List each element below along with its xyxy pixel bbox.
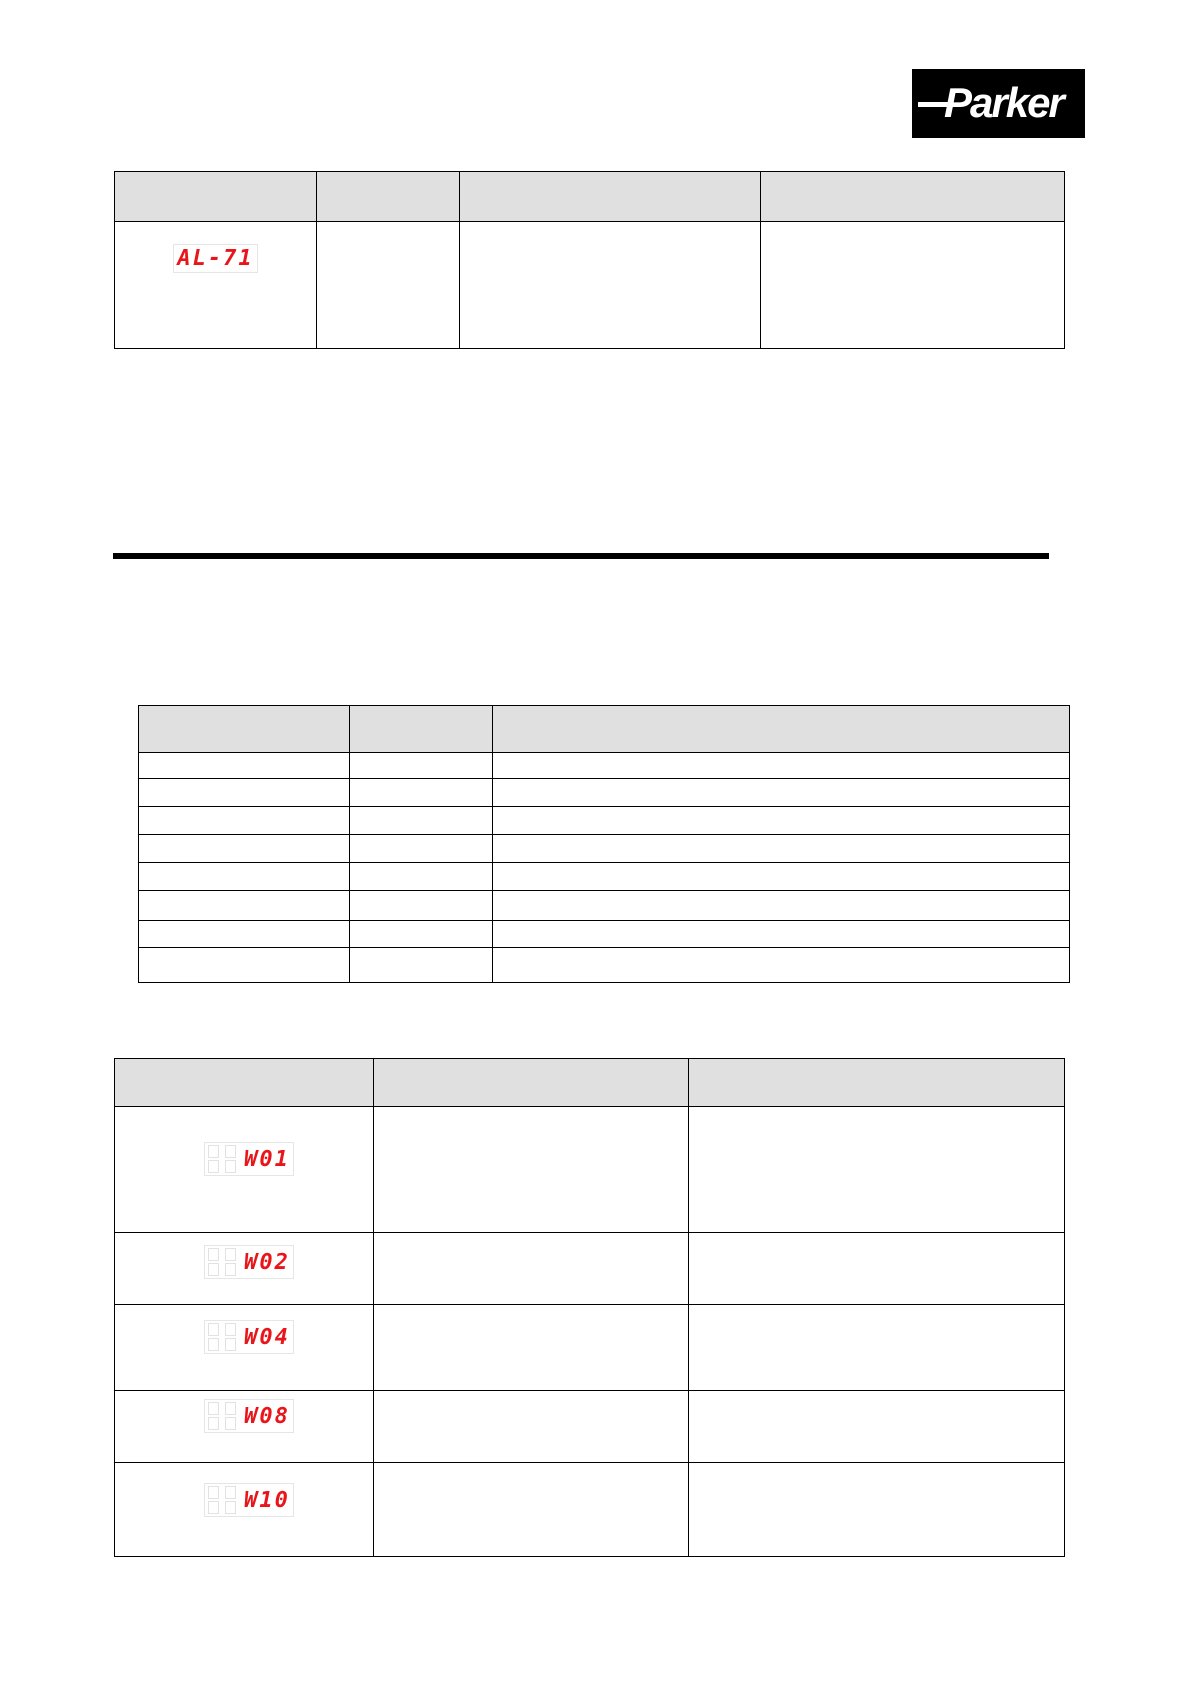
table-cell (374, 1107, 689, 1233)
table-row (139, 807, 1070, 835)
table-header-row (139, 706, 1070, 753)
section-divider (113, 553, 1049, 559)
seven-segment-display (204, 1245, 294, 1279)
table-cell (689, 1233, 1065, 1305)
table-cell (374, 1233, 689, 1305)
warning-code: W04 (244, 1324, 290, 1350)
table-row (139, 921, 1070, 948)
header-cell (115, 172, 317, 222)
table-row (115, 1305, 1065, 1391)
table-row (115, 1391, 1065, 1463)
alarm-code: AL-71 (177, 246, 254, 271)
table-cell (689, 1463, 1065, 1557)
header-cell (761, 172, 1065, 222)
alarm-table (114, 171, 1065, 349)
table-cell (374, 1463, 689, 1557)
table-cell (761, 222, 1065, 349)
table-header-row (115, 1059, 1065, 1107)
table-cell (689, 1107, 1065, 1233)
seven-segment-display (204, 1399, 294, 1433)
header-cell (493, 706, 1070, 753)
seven-segment-display (204, 1483, 294, 1517)
table-cell (374, 1391, 689, 1463)
seven-segment-display (204, 1142, 294, 1176)
header-cell (374, 1059, 689, 1107)
header-cell (350, 706, 493, 753)
warning-table (114, 1058, 1065, 1557)
warning-code: W02 (244, 1249, 290, 1275)
header-cell (115, 1059, 374, 1107)
table-row (115, 1107, 1065, 1233)
table-cell (689, 1305, 1065, 1391)
table-cell (374, 1305, 689, 1391)
table-row (139, 779, 1070, 807)
parker-logo (912, 69, 1085, 138)
header-cell (689, 1059, 1065, 1107)
table-row (139, 863, 1070, 891)
table-row (139, 753, 1070, 779)
table-row (139, 948, 1070, 983)
warning-code: W01 (244, 1146, 290, 1172)
table-row (115, 1233, 1065, 1305)
warning-code: W08 (244, 1403, 290, 1429)
table-cell (460, 222, 761, 349)
table-cell (689, 1391, 1065, 1463)
table-header-row (115, 172, 1065, 222)
header-cell (317, 172, 460, 222)
table-row (139, 835, 1070, 863)
logo-text: Parker (944, 79, 1063, 126)
table-row (139, 891, 1070, 921)
table-row (115, 222, 1065, 349)
parameter-table (138, 705, 1070, 983)
header-cell (139, 706, 350, 753)
seven-segment-display (204, 1320, 294, 1354)
warning-code: W10 (244, 1487, 290, 1513)
table-cell (317, 222, 460, 349)
table-row (115, 1463, 1065, 1557)
seven-segment-display (173, 244, 257, 273)
header-cell (460, 172, 761, 222)
